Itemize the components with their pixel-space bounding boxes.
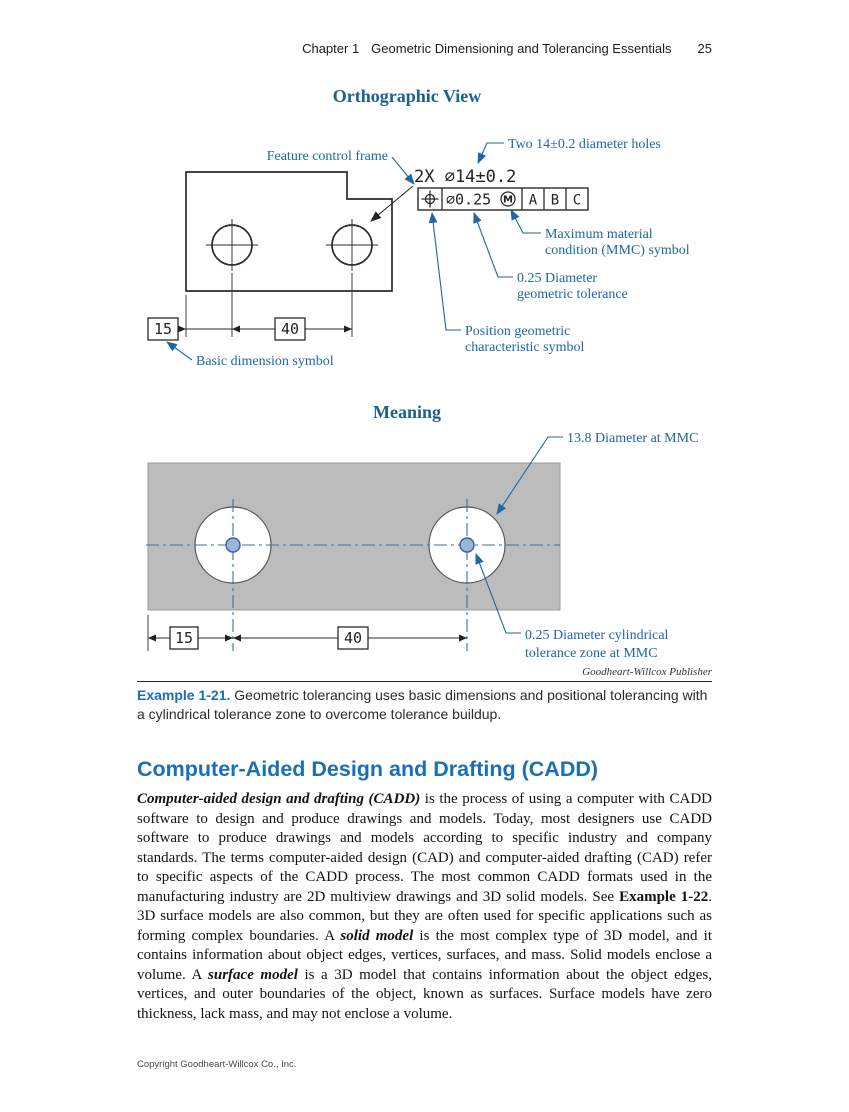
datum-a: A — [528, 192, 538, 209]
chapter-title: Geometric Dimensioning and Tolerancing Essentials — [371, 41, 672, 56]
datum-b: B — [550, 192, 560, 209]
leader-feature-control-frame — [392, 157, 414, 184]
mmc-letter: M — [503, 194, 513, 206]
dim-value-15: 15 — [174, 629, 194, 647]
dim-arrow — [148, 635, 156, 642]
body-run-2: . 3D surface models are also common, but they are often used for specific applications such as forming complex boundaries. A — [137, 888, 712, 944]
copyright-line: Copyright Goodheart-Willcox Co., Inc. — [137, 1059, 297, 1070]
tolerance-zone-left — [226, 538, 240, 552]
label-mmc-diameter: 13.8 Diameter at MMC — [567, 431, 699, 446]
dim-arrow — [459, 635, 467, 642]
label-cyl-zone-line2: tolerance zone at MMC — [525, 646, 658, 661]
label-mmc-line2: condition (MMC) symbol — [545, 243, 690, 258]
dim-arrow — [232, 326, 240, 333]
datum-c: C — [572, 192, 582, 209]
body-run-1: is the process of using a computer with CADD software to design and produce drawings and models. Today, most designers use CADD software to produce drawings and models according to specific industry and company standards. The terms computer-aided design (CAD) and computer-aided drafting (CAD) refer to specific aspects of the CADD process. The most common CADD formats used in the manufacturing industry are 2D multiview drawings and 3D solid models. See — [137, 791, 712, 905]
fcf-tolerance-value: ∅0.25 — [446, 190, 492, 209]
body-run-3: is the most complex type of 3D model, and it contains information about object edges, vertices, surfaces, and mass. Solid models enclose a volume. A — [137, 927, 712, 983]
label-mmc-line1: Maximum material — [545, 227, 653, 242]
caption-divider — [137, 681, 712, 682]
extension-lines — [186, 273, 352, 337]
dim-value-40: 40 — [343, 629, 363, 647]
chapter-label: Chapter 1 — [302, 41, 360, 56]
dim-arrow — [178, 326, 186, 333]
body-paragraph — [137, 790, 712, 1024]
label-tolerance-line1: 0.25 Diameter — [517, 271, 598, 286]
leader-position — [432, 213, 461, 330]
term-surface-model: surface model — [208, 966, 298, 983]
caption-text: Geometric tolerancing uses basic dimensions and positional tolerancing with a cylindrical tolerance zone to overcome tolerance buildup. — [137, 687, 708, 722]
meaning-drawing — [130, 425, 730, 670]
leader-two-holes — [478, 143, 504, 163]
label-basic-dimension: Basic dimension symbol — [196, 354, 334, 369]
label-feature-control-frame: Feature control frame — [266, 149, 388, 164]
orthographic-drawing — [130, 130, 730, 390]
example-label: Example 1-21. — [137, 687, 231, 703]
tolerance-zone-right — [460, 538, 474, 552]
leader-mmc — [511, 210, 541, 233]
leader-basic-dimension — [167, 342, 192, 360]
example-ref: Example 1-22 — [619, 888, 709, 905]
label-position-line1: Position geometric — [465, 324, 571, 339]
leader-tolerance — [474, 213, 513, 277]
dim-value-40: 40 — [280, 320, 300, 338]
dim-value-15: 15 — [153, 320, 173, 338]
dim-arrow — [233, 635, 241, 642]
publisher-credit: Goodheart-Willcox Publisher — [582, 666, 712, 678]
section-heading: Computer-Aided Design and Drafting (CADD) — [137, 757, 599, 781]
meaning-title: Meaning — [372, 402, 441, 422]
label-tolerance-line2: geometric tolerance — [517, 287, 628, 302]
feature-control-frame — [418, 188, 588, 210]
running-head — [137, 41, 712, 56]
figure-caption — [137, 686, 715, 724]
mmc-symbol-icon — [501, 192, 515, 206]
center-marks — [206, 219, 378, 271]
orthographic-view-title: Orthographic View — [332, 86, 482, 106]
label-two-holes: Two 14±0.2 diameter holes — [508, 137, 661, 152]
body-run-4: is a 3D model that contains information about the object edges, vertices, and outer boundaries of the object, known as surfaces. Surface models have zero thickness, lack mass, and may not enclose a volume. — [137, 966, 712, 1022]
label-cyl-zone-line1: 0.25 Diameter cylindrical — [525, 628, 669, 643]
term-solid-model: solid model — [340, 927, 414, 944]
term-cadd: Computer-aided design and drafting (CADD) — [137, 791, 421, 807]
label-position-line2: characteristic symbol — [465, 340, 585, 355]
hole-callout-text: 2X ∅14±0.2 — [414, 167, 517, 187]
page-number: 25 — [697, 41, 712, 56]
dim-arrow — [225, 635, 233, 642]
dim-arrow — [344, 326, 352, 333]
